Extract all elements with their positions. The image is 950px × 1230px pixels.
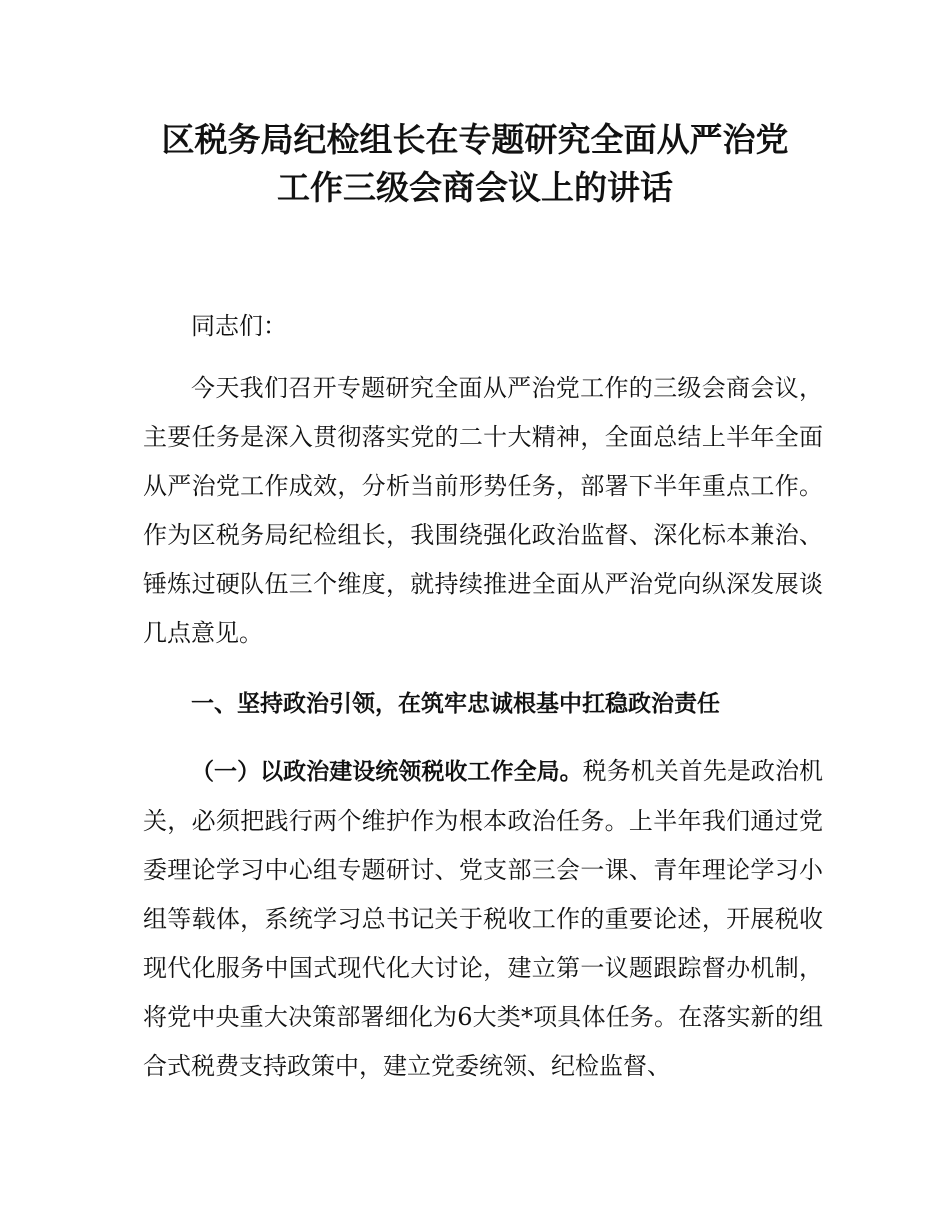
intro-paragraph: 今天我们召开专题研究全面从严治党工作的三级会商会议，主要任务是深入贯彻落实党的二十大精神，全面总结上半年全面从严治党工作成效，分析当前形势任务，部署下半年重点工作。作为区税务局纪检组长，我围绕强化政治监督、深化标本兼治、锤炼过硬队伍三个维度，就持续推进全面从严治党向纵深发展谈几点意见。 <box>143 374 823 647</box>
salutation: 同志们： <box>191 312 287 340</box>
subsection-1-lead: （一）以政治建设统领税收工作全局。 <box>191 759 583 785</box>
subsection-1-body: 税务机关首先是政治机关，必须把践行两个维护作为根本政治任务。上半年我们通过党委理论学习中心组专题研讨、党支部三会一课、青年理论学习小组等载体，系统学习总书记关于税收工作的重要论述，开展税收现代化服务中国式现代化大讨论，建立第一议题跟踪督办机制，将党中央重大决策部署细化为6大类*项具体任务。在落实新的组合式税费支持政策中，建立党委统领、纪检监督、 <box>143 757 824 1080</box>
section-1-heading: 一、坚持政治引领，在筑牢忠诚根基中扛稳政治责任 <box>191 691 720 717</box>
document-title-line-2: 工作三级会商会议上的讲话 <box>277 168 673 207</box>
document-title-line-1: 区税务局纪检组长在专题研究全面从严治党 <box>161 120 789 159</box>
subsection-1-paragraph <box>143 747 823 1091</box>
